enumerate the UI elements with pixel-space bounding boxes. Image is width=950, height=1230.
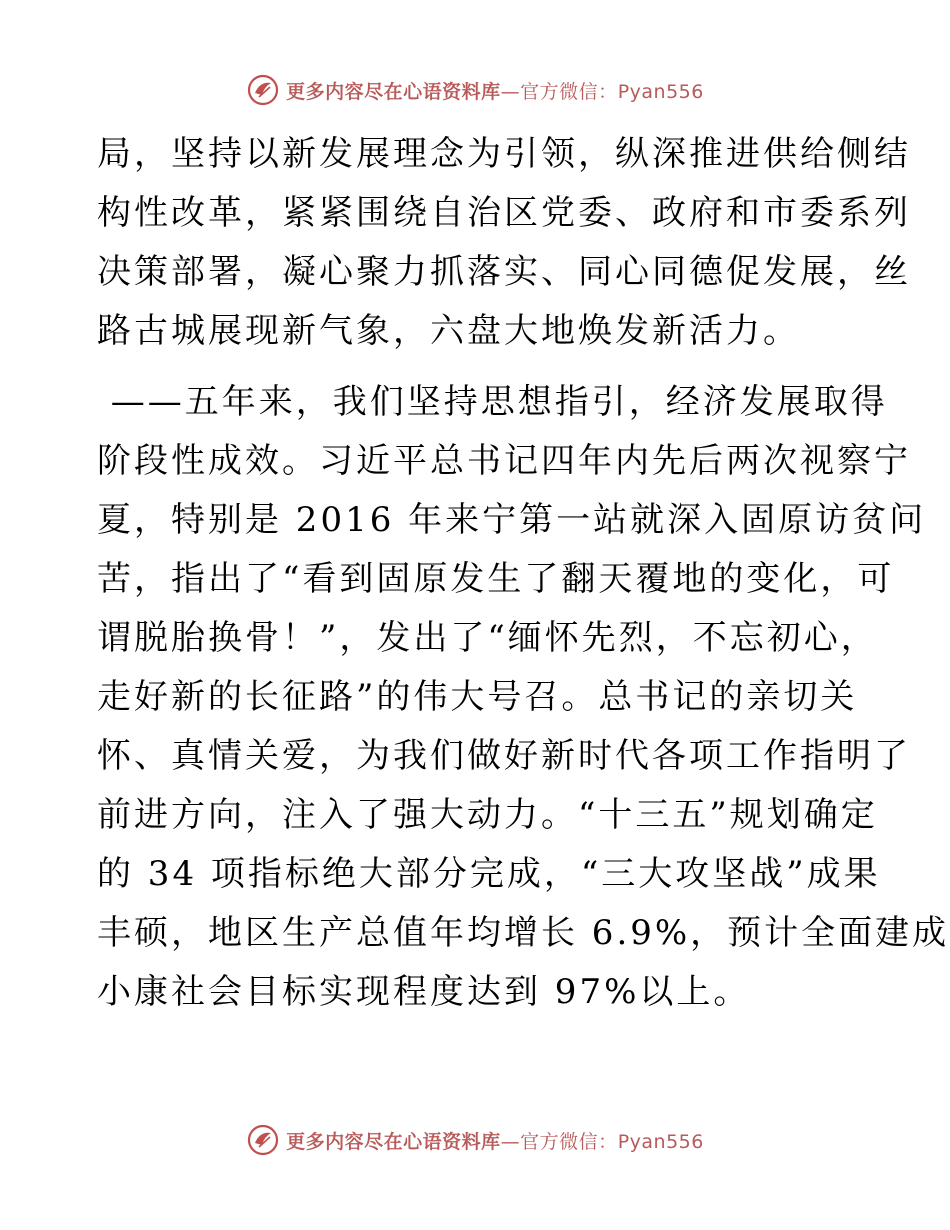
text-line: 怀、真情关爱，为我们做好新时代各项工作指明了 (97, 736, 911, 776)
brand-logo-icon (246, 73, 280, 107)
text-line: 的 34 项指标绝大部分完成，“三大攻坚战”成果 (97, 854, 881, 894)
text-line: 路古城展现新气象，六盘大地焕发新活力。 (97, 311, 800, 351)
watermark-text: 更多内容尽在心语资料库—官方微信：Pyan556 (286, 80, 704, 103)
text-line: 小康社会目标实现程度达到 97%以上。 (97, 972, 751, 1012)
text-line: 夏，特别是 2016 年来宁第一站就深入固原访贫问 (97, 500, 927, 540)
header-watermark (0, 70, 950, 110)
brand-logo-icon (246, 1123, 280, 1157)
text-line: 丰硕，地区生产总值年均增长 6.9%，预计全面建成 (97, 913, 950, 953)
watermark-text: 更多内容尽在心语资料库—官方微信：Pyan556 (286, 1130, 704, 1153)
text-line: 走好新的长征路”的伟大号召。总书记的亲切关 (97, 677, 858, 717)
text-line: 决策部署，凝心聚力抓落实、同心同德促发展，丝 (97, 252, 911, 292)
document-body (97, 125, 950, 1022)
text-line: 局，坚持以新发展理念为引领，纵深推进供给侧结 (97, 134, 911, 174)
text-line: 谓脱胎换骨！”，发出了“缅怀先烈，不忘初心， (97, 618, 878, 658)
text-line: 构性改革，紧紧围绕自治区党委、政府和市委系列 (97, 193, 911, 233)
paragraph-1 (97, 125, 911, 361)
paragraph-2 (97, 373, 950, 1022)
text-line: 前进方向，注入了强大动力。“十三五”规划确定 (97, 795, 878, 835)
footer-watermark (0, 1120, 950, 1160)
text-line: 苦，指出了“看到固原发生了翻天覆地的变化，可 (97, 559, 895, 599)
text-line: ——五年来，我们坚持思想指引，经济发展取得 (97, 382, 888, 422)
text-line: 阶段性成效。习近平总书记四年内先后两次视察宁 (97, 441, 911, 481)
